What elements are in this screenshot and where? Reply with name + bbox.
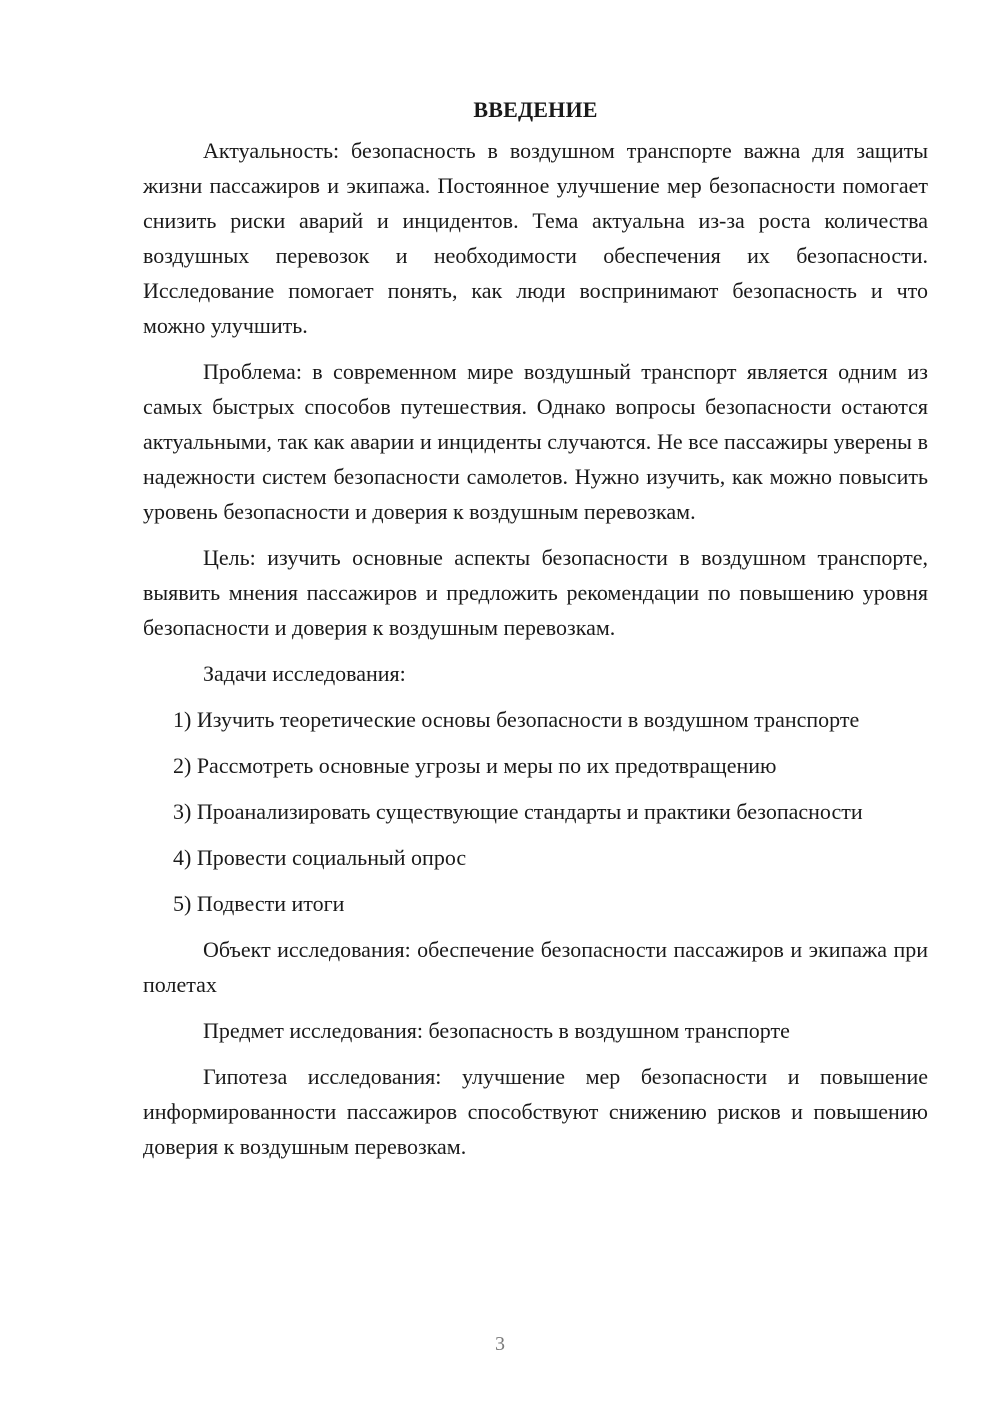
problem-paragraph: Проблема: в современном мире воздушный транспорт является одним из самых быстрых способов путешествия. Однако вопросы безопасности остаются актуальными, так как аварии и инциденты случаются. Не все пассажиры уверены в надежности систем безопасности самолетов. Нужно изучить, как можно повысить уровень безопасности и доверия к воздушным перевозкам. bbox=[143, 359, 928, 524]
goal-paragraph: Цель: изучить основные аспекты безопасности в воздушном транспорте, выявить мнения пассажиров и предложить рекомендации по повышению уровня безопасности и доверия к воздушным перевозкам. bbox=[143, 545, 928, 640]
task-item-3: 3) Проанализировать существующие стандарты и практики безопасности bbox=[173, 799, 863, 824]
task-item-4: 4) Провести социальный опрос bbox=[173, 845, 467, 870]
relevance-paragraph: Актуальность: безопасность в воздушном транспорте важна для защиты жизни пассажиров и экипажа. Постоянное улучшение мер безопасности помогает снизить риски аварий и инцидентов. Тема актуальна из-за роста количества воздушных перевозок и необходимости обеспечения их безопасности. Исследование помогает понять, как люди воспринимают безопасность и что можно улучшить. bbox=[143, 138, 928, 338]
document-page bbox=[143, 92, 928, 1175]
page-title: ВВЕДЕНИЕ bbox=[473, 97, 598, 122]
task-item-5: 5) Подвести итоги bbox=[173, 891, 345, 916]
subject-paragraph: Предмет исследования: безопасность в воздушном транспорте bbox=[203, 1018, 790, 1043]
page-number: 3 bbox=[495, 1333, 505, 1355]
object-paragraph: Объект исследования: обеспечение безопасности пассажиров и экипажа при полетах bbox=[143, 937, 928, 997]
task-item-2: 2) Рассмотреть основные угрозы и меры по их предотвращению bbox=[173, 753, 777, 778]
task-item-1: 1) Изучить теоретические основы безопасности в воздушном транспорте bbox=[173, 707, 860, 732]
hypothesis-paragraph: Гипотеза исследования: улучшение мер безопасности и повышение информированности пассажиров способствуют снижению рисков и повышению доверия к воздушным перевозкам. bbox=[143, 1064, 928, 1159]
tasks-heading: Задачи исследования: bbox=[203, 661, 406, 686]
